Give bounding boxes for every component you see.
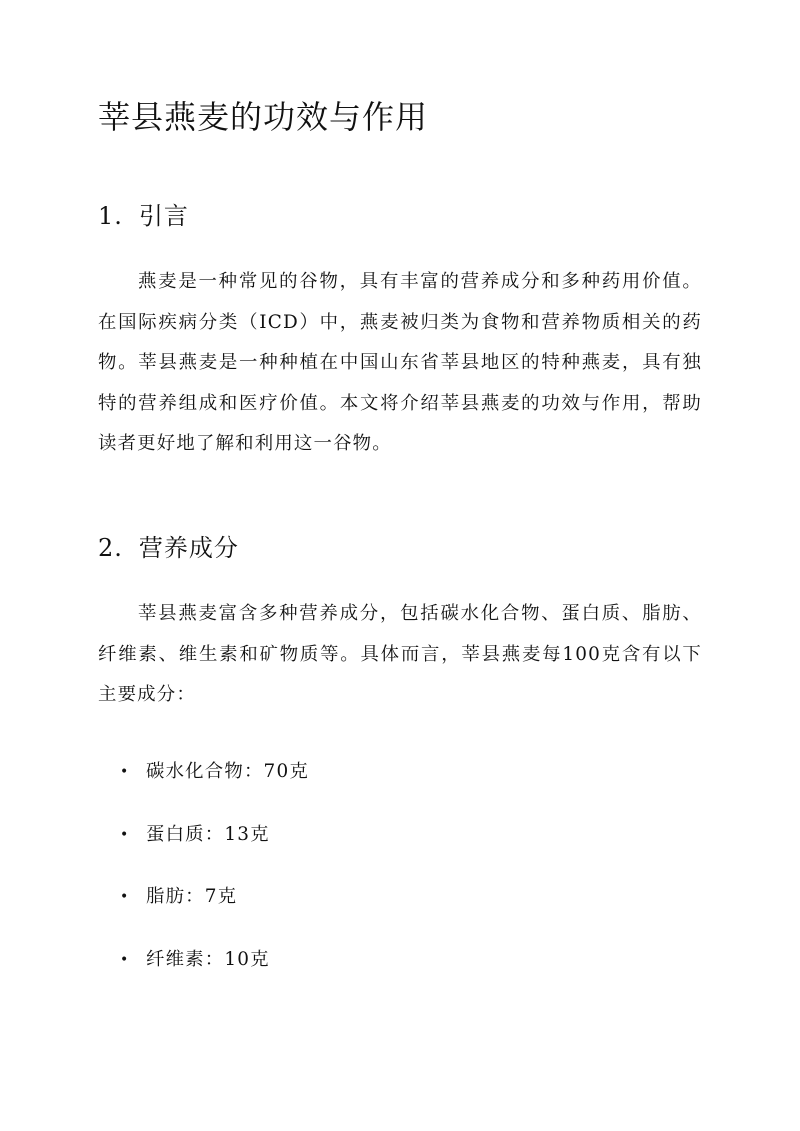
document-title: 莘县燕麦的功效与作用 [98,98,429,136]
section-number: 2. [98,534,123,562]
section-heading-nutrition [98,528,239,563]
bullet-icon: • [120,952,130,969]
bullet-icon: • [120,764,130,780]
list-item-text: 纤维素：10克 [146,949,270,971]
section-heading-text: 营养成分 [138,534,239,562]
nutrition-paragraph: 莘县燕麦富含多种营养成分，包括碳水化合物、蛋白质、脂肪、纤维素、维生素和矿物质等。具体而言，莘县燕麦每100克含有以下主要成分： [98,603,702,706]
list-item [98,877,309,940]
list-item-text: 蛋白质：13克 [146,823,270,845]
list-item [98,752,309,815]
bullet-icon: • [120,889,130,906]
introduction-paragraph: 燕麦是一种常见的谷物，具有丰富的营养成分和多种药用价值。在国际疾病分类（ICD）中，燕麦被归类为食物和营养物质相关的药物。莘县燕麦是一种种植在中国山东省莘县地区的特种燕麦，具有独特的营养组成和医疗价值。本文将介绍莘县燕麦的功效与作用，帮助读者更好地了解和利用这一谷物。 [98,271,702,455]
list-item-text: 碳水化合物：70克 [146,761,309,782]
list-item-text: 脂肪：7克 [146,886,238,908]
nutrition-list [98,752,309,1003]
list-item [98,940,309,1003]
section-number: 1. [98,202,123,230]
section-heading-text: 引言 [138,202,189,230]
list-item [98,815,309,878]
bullet-icon: • [120,826,130,843]
section-heading-introduction [98,196,189,231]
